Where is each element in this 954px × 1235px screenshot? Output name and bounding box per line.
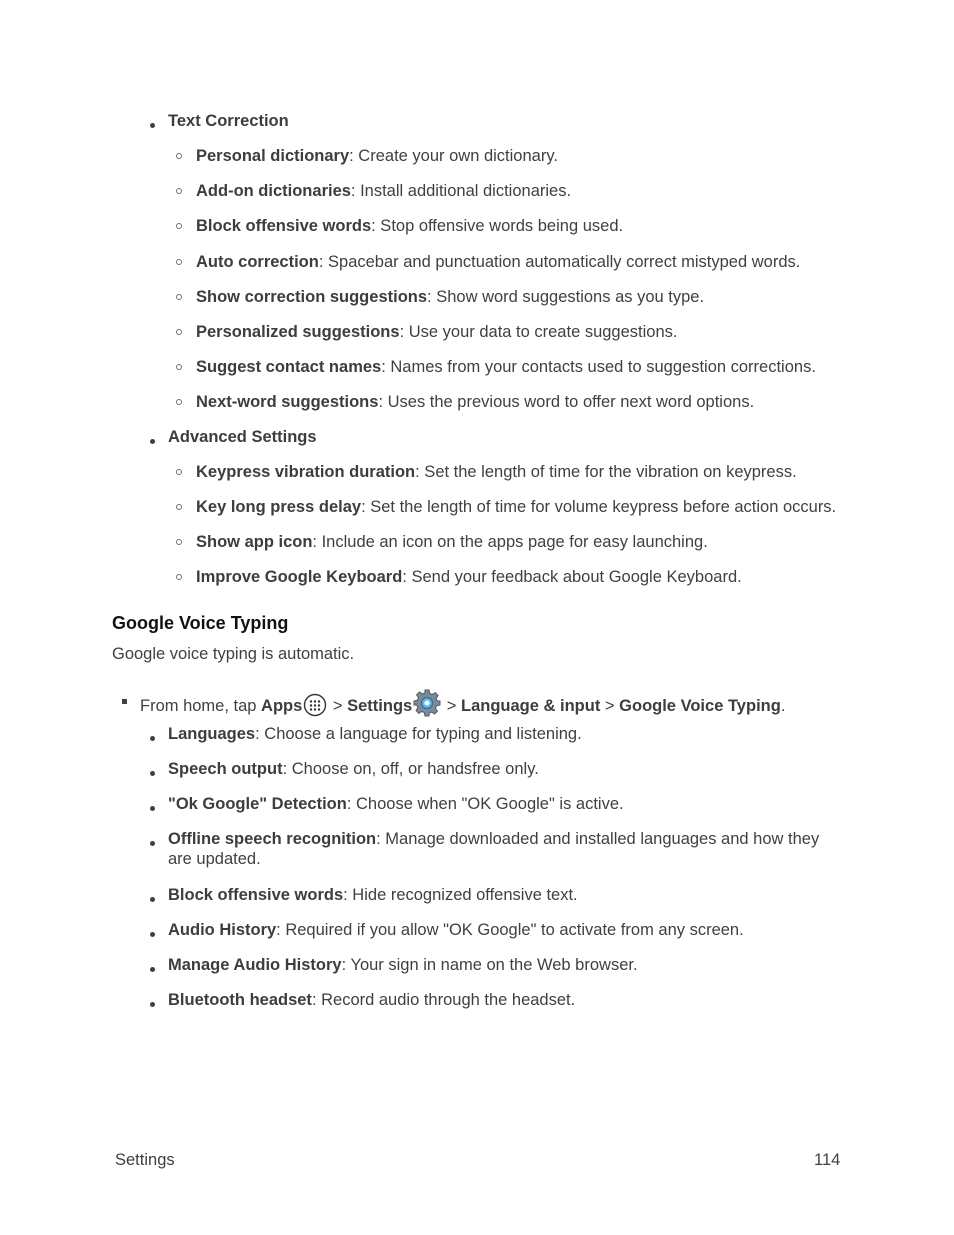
list-item: Audio History: Required if you allow "OK Google" to activate from any screen. <box>168 921 744 939</box>
list-item: Add-on dictionaries: Install additional dictionaries. <box>196 182 572 200</box>
apps-grid-icon <box>303 693 327 722</box>
settings-gear-icon <box>413 689 441 722</box>
list-item: Show correction suggestions: Show word suggestions as you type. <box>196 288 705 306</box>
intro-text: Google voice typing is automatic. <box>112 645 355 663</box>
footer-page-number: 114 <box>814 1151 841 1169</box>
instruction-step: From home, tap Apps > Settings > Language & input > Google Voice Typing. <box>140 689 785 722</box>
sub-bullet <box>176 223 182 229</box>
list-item: Auto correction: Spacebar and punctuation automatically correct mistyped words. <box>196 253 801 271</box>
bullet <box>150 841 155 846</box>
list-item: Offline speech recognition: Manage downloaded and installed languages and how they are updated. <box>168 830 820 868</box>
list-item: Show app icon: Include an icon on the apps page for easy launching. <box>196 533 708 551</box>
bullet <box>150 123 155 128</box>
bullet <box>150 932 155 937</box>
list-item: Block offensive words: Hide recognized offensive text. <box>168 886 578 904</box>
list-item: Keypress vibration duration: Set the length of time for the vibration on keypress. <box>196 463 797 481</box>
section-heading-google-voice-typing: Google Voice Typing <box>112 613 289 633</box>
sub-bullet <box>176 294 182 300</box>
sub-bullet <box>176 469 182 475</box>
list-item: Improve Google Keyboard: Send your feedback about Google Keyboard. <box>196 568 742 586</box>
bullet <box>150 439 155 444</box>
list-item: Block offensive words: Stop offensive words being used. <box>196 217 624 235</box>
sub-bullet <box>176 153 182 159</box>
sub-bullet <box>176 504 182 510</box>
sub-bullet <box>176 259 182 265</box>
step-bullet <box>122 699 127 704</box>
footer-section-name: Settings <box>115 1151 175 1169</box>
bullet <box>150 897 155 902</box>
sub-bullet <box>176 574 182 580</box>
list-item: Languages: Choose a language for typing and listening. <box>168 725 582 743</box>
bullet <box>150 1002 155 1007</box>
list-item: Key long press delay: Set the length of time for volume keypress before action occurs. <box>196 498 837 516</box>
sub-bullet <box>176 539 182 545</box>
bullet <box>150 736 155 741</box>
list-item: Bluetooth headset: Record audio through the headset. <box>168 991 576 1009</box>
list-item: Personalized suggestions: Use your data to create suggestions. <box>196 323 678 341</box>
list-item: Next-word suggestions: Uses the previous word to offer next word options. <box>196 393 755 411</box>
section-title-advanced-settings: Advanced Settings <box>168 428 317 446</box>
section-title-text-correction: Text Correction <box>168 112 289 130</box>
bullet <box>150 806 155 811</box>
list-item: "Ok Google" Detection: Choose when "OK Google" is active. <box>168 795 624 813</box>
sub-bullet <box>176 188 182 194</box>
list-item: Manage Audio History: Your sign in name on the Web browser. <box>168 956 638 974</box>
list-item: Personal dictionary: Create your own dictionary. <box>196 147 558 165</box>
sub-bullet <box>176 364 182 370</box>
bullet <box>150 771 155 776</box>
sub-bullet <box>176 399 182 405</box>
bullet <box>150 967 155 972</box>
sub-bullet <box>176 329 182 335</box>
list-item: Suggest contact names: Names from your contacts used to suggestion corrections. <box>196 358 816 376</box>
list-item: Speech output: Choose on, off, or handsfree only. <box>168 760 539 778</box>
